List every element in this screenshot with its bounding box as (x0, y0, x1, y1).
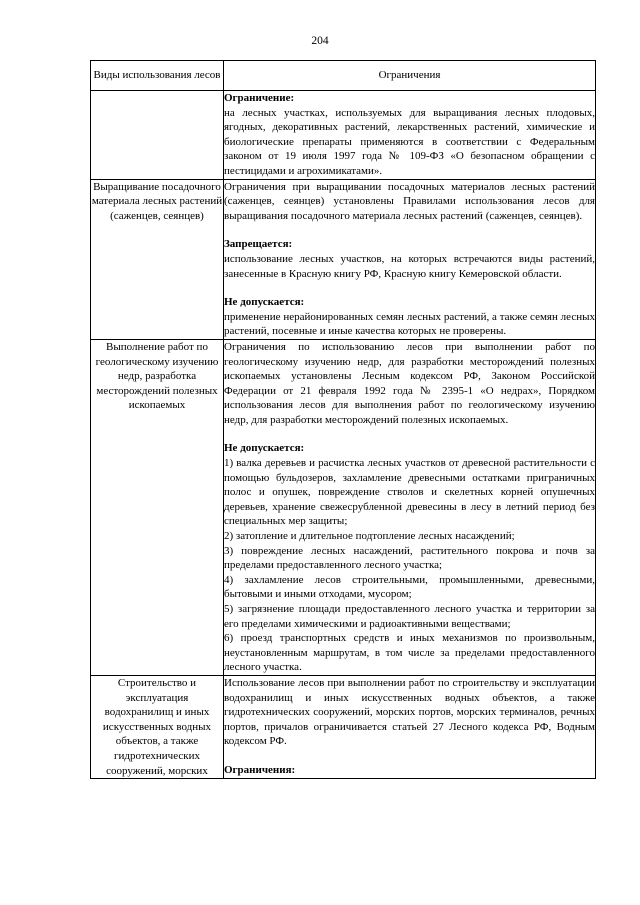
list-item: 2) затопление и длительное подтопление лесных насаждений; (224, 530, 515, 543)
restrictions-cell (224, 675, 596, 778)
use-type-cell: Выращивание посадочного материала лесных растений (саженцев, сеянцев) (91, 179, 224, 339)
use-type-cell: Выполнение работ по геологическому изучению недр, разработка месторождений полезных ископаемых (91, 339, 224, 675)
section-text: Использование лесов при выполнении работ по строительству и эксплуатации водохранилищ и иных искусственных водных объектов, а также гидротехнических сооружений, морских портов, морских терминалов, речных портов, причалов ограничивается статьей 27 Лесного кодекса РФ, Водным кодексом РФ. (224, 676, 595, 748)
list-item: 1) валка деревьев и расчистка лесных участков от древесной растительности с помощью бульдозеров, захламление древесными остатками приграничных полос и опушек, повреждение стволов и скелетных корней опушечных деревьев, хранение свежесрубленной древесины в лесу в летний период без специальных мер защиты; (224, 457, 595, 528)
restrictions-table (90, 60, 596, 779)
section-text: применение нерайонированных семян лесных растений, а также семян лесных растений, посевные и иные качества которых не проверены. (224, 310, 595, 338)
use-type-cell: Строительство и эксплуатация водохранилищ и иных искусственных водных объектов, а также гидротехнических сооружений, морских (91, 675, 224, 778)
section-heading: Не допускается: (224, 296, 305, 309)
section-heading: Ограничение: (224, 92, 295, 104)
page-number: 204 (311, 35, 329, 47)
section-heading: Не допускается: (224, 442, 305, 455)
table-row (91, 179, 596, 339)
list-item: 6) проезд транспортных средств и иных механизмов по произвольным, неустановленным маршрутам, в том числе за пределами предоставленного лесного участка. (224, 632, 595, 674)
table-row (91, 91, 596, 180)
table-row (91, 339, 596, 675)
use-type-cell (91, 91, 224, 180)
header-use-type: Виды использования лесов (91, 61, 224, 91)
header-restrictions: Ограничения (224, 61, 596, 91)
section-text: Ограничения при выращивании посадочных материалов лесных растений (саженцев, сеянцев) установлены Правилами использования лесов для выращивания посадочного материала лесных растений (саженцев, сеянцев). (224, 180, 595, 222)
table-header-row (91, 61, 596, 91)
section-heading: Ограничения: (224, 763, 296, 776)
section-text: Ограничения по использованию лесов при выполнении работ по геологическому изучению недр, для разработки месторождений полезных ископаемых установлены Лесным кодексом РФ, Законом Российской Федерации от 21 февраля 1992 года № 2395-1 «О недрах», Порядком использования лесов для выполнения работ по геологическому изучению недр, для разработки месторождений полезных ископаемых. (224, 340, 595, 426)
list-item: 5) загрязнение площади предоставленного лесного участка и территории за его пределами химическими и радиоактивными веществами; (224, 603, 595, 630)
section-text: использование лесных участков, на которых встречаются виды растений, занесенные в Красную книгу РФ, Красную книгу Кемеровской области. (224, 252, 595, 280)
list-item: 4) захламление лесов строительными, промышленными, древесными, бытовыми и иными отходами, мусором; (224, 573, 595, 601)
section-text: на лесных участках, используемых для выращивания лесных плодовых, ягодных, декоративных растений, лекарственных растений, химические и биологические препараты применяются в соответствии с Федеральным законом от 19 июля 1997 года № 109-ФЗ «О безопасном обращении с пестицидами и агрохимикатами». (224, 106, 595, 177)
table-row (91, 675, 596, 778)
restrictions-cell (224, 339, 596, 675)
section-heading: Запрещается: (224, 238, 293, 251)
list-item: 3) повреждение лесных насаждений, растительного покрова и почв за пределами предоставленного лесного участка; (224, 544, 595, 572)
restrictions-cell (224, 91, 596, 180)
restrictions-cell (224, 179, 596, 339)
